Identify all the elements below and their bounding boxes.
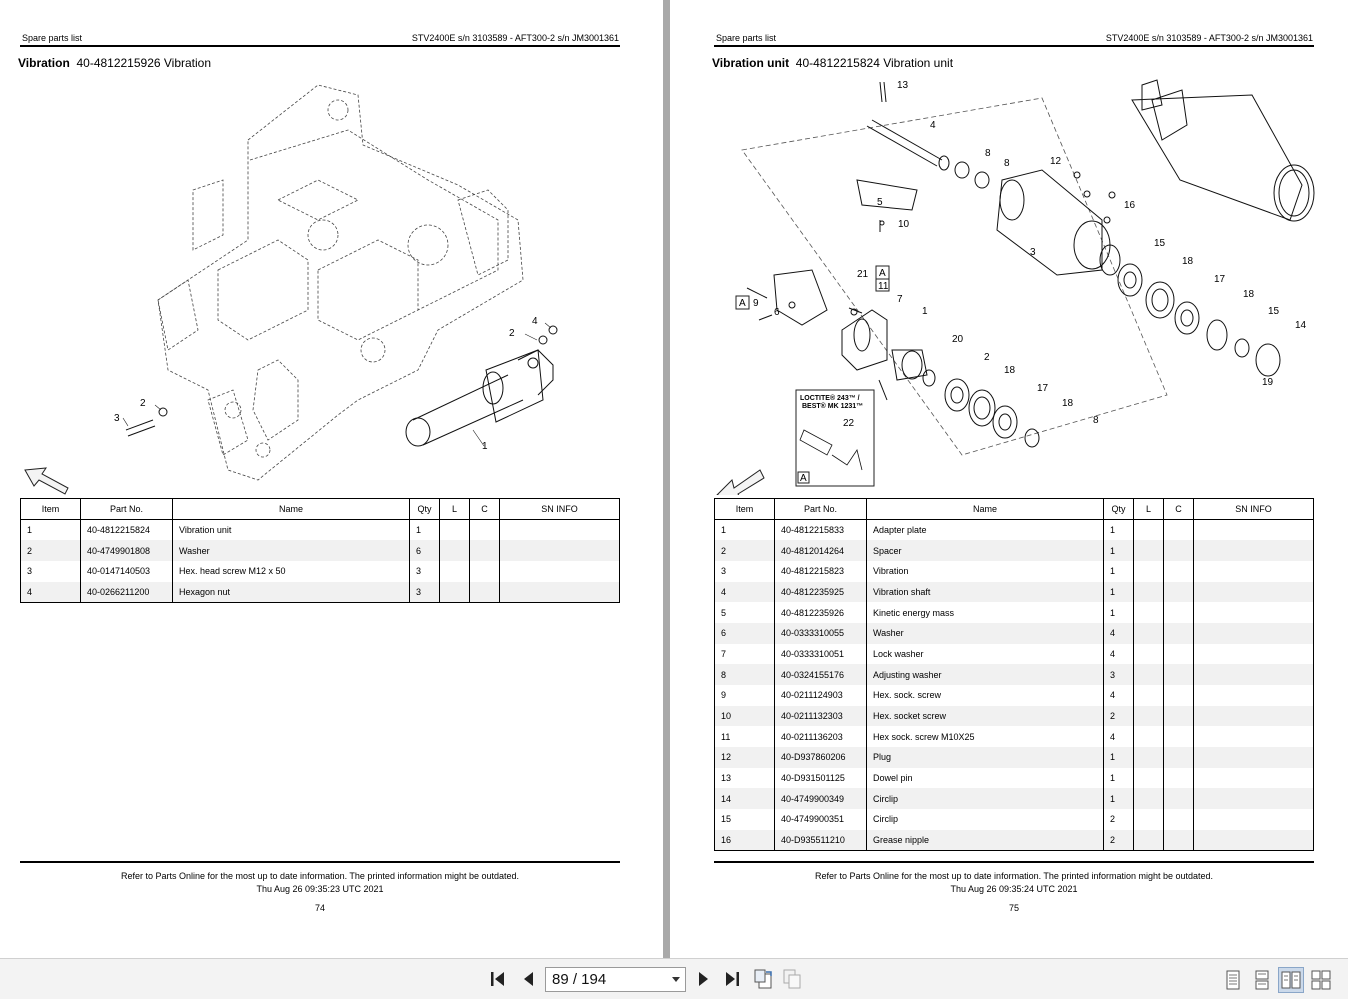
callout-14: 14 xyxy=(1295,320,1307,331)
cell-name: Lock washer xyxy=(867,644,1104,665)
callout-1: 1 xyxy=(922,306,928,317)
cell-c xyxy=(1164,788,1194,809)
column-header-item: Item xyxy=(21,499,81,520)
callout-10: 10 xyxy=(898,219,910,230)
table-row xyxy=(715,602,1314,623)
cell-qty: 6 xyxy=(410,540,440,561)
section-title xyxy=(18,56,211,70)
two-page-continuous-view-icon xyxy=(1311,970,1331,990)
cell-sn-info xyxy=(1194,582,1314,603)
cell-qty: 1 xyxy=(1104,561,1134,582)
cell-item: 11 xyxy=(715,726,775,747)
cell-l xyxy=(1134,582,1164,603)
cell-name: Adapter plate xyxy=(867,520,1104,541)
cell-c xyxy=(1164,582,1194,603)
cell-qty: 1 xyxy=(1104,602,1134,623)
cell-c xyxy=(1164,644,1194,665)
cell-item: 4 xyxy=(21,582,81,603)
cell-item: 7 xyxy=(715,644,775,665)
callout-4: 4 xyxy=(930,120,936,131)
cell-c xyxy=(470,540,500,561)
single-page-view-icon xyxy=(1224,970,1242,990)
header-model: STV2400E s/n 3103589 - AFT300-2 s/n JM3001361 xyxy=(1105,33,1313,43)
cell-name: Plug xyxy=(867,747,1104,768)
column-header-c: C xyxy=(470,499,500,520)
cell-qty: 3 xyxy=(410,582,440,603)
cell-sn-info xyxy=(500,520,620,541)
cell-c xyxy=(1164,747,1194,768)
header-rule xyxy=(714,45,1314,47)
cell-qty: 1 xyxy=(1104,747,1134,768)
cell-qty: 1 xyxy=(1104,520,1134,541)
cell-qty: 3 xyxy=(410,561,440,582)
cell-part-no: 40-0333310055 xyxy=(775,623,867,644)
page-number: 74 xyxy=(314,903,325,913)
cell-c xyxy=(1164,809,1194,830)
table-row xyxy=(715,809,1314,830)
callout-6: 6 xyxy=(774,307,780,318)
cell-qty: 1 xyxy=(410,520,440,541)
cell-name: Hex sock. screw M10X25 xyxy=(867,726,1104,747)
table-row xyxy=(715,726,1314,747)
callout-2-nut-side: 2 xyxy=(509,328,515,339)
cell-part-no: 40-0266211200 xyxy=(81,582,173,603)
cell-part-no: 40-D937860206 xyxy=(775,747,867,768)
cell-c xyxy=(1164,561,1194,582)
table-row xyxy=(21,561,620,582)
section-title-rest: 40-4812215926 Vibration xyxy=(76,56,212,70)
cell-l xyxy=(440,582,470,603)
page-75 xyxy=(670,0,1348,958)
cell-item: 8 xyxy=(715,664,775,685)
footer-date: Thu Aug 26 09:35:23 UTC 2021 xyxy=(256,884,384,894)
cell-l xyxy=(1134,726,1164,747)
rotate-button[interactable] xyxy=(752,968,774,990)
callout-12: 12 xyxy=(1050,156,1062,167)
table-row xyxy=(715,747,1314,768)
callout-17-top: 17 xyxy=(1214,274,1226,285)
column-header-qty: Qty xyxy=(410,499,440,520)
cell-item: 14 xyxy=(715,788,775,809)
cell-qty: 4 xyxy=(1104,685,1134,706)
column-header-l: L xyxy=(1134,499,1164,520)
cell-l xyxy=(1134,520,1164,541)
table-row xyxy=(715,664,1314,685)
column-header-qty: Qty xyxy=(1104,499,1134,520)
cell-name: Grease nipple xyxy=(867,830,1104,851)
callout-18-top: 18 xyxy=(1182,256,1194,267)
callout-2-screw-side: 2 xyxy=(140,398,146,409)
cell-l xyxy=(440,520,470,541)
continuous-view-button[interactable] xyxy=(1249,967,1275,993)
cell-c xyxy=(1164,706,1194,727)
callout-mark-a-loctite: A xyxy=(800,473,807,484)
two-page-continuous-view-button[interactable] xyxy=(1308,967,1334,993)
cell-item: 3 xyxy=(21,561,81,582)
cell-name: Kinetic energy mass xyxy=(867,602,1104,623)
cell-l xyxy=(1134,768,1164,789)
callout-18-bottom: 18 xyxy=(1062,398,1074,409)
cell-part-no: 40-0211132303 xyxy=(775,706,867,727)
cell-item: 1 xyxy=(715,520,775,541)
callout-mark-a-21: A xyxy=(879,268,886,279)
cell-c xyxy=(1164,623,1194,644)
column-header-name: Name xyxy=(173,499,410,520)
cell-name: Circlip xyxy=(867,788,1104,809)
last-page-icon xyxy=(721,970,741,988)
cell-sn-info xyxy=(1194,809,1314,830)
cell-c xyxy=(1164,726,1194,747)
callout-8-top-a: 8 xyxy=(985,148,991,159)
callout-20: 20 xyxy=(952,334,964,345)
section-title-rest: 40-4812215824 Vibration unit xyxy=(795,56,954,70)
cell-part-no: 40-4812235925 xyxy=(775,582,867,603)
table-row xyxy=(715,623,1314,644)
two-page-view-icon xyxy=(1281,970,1301,990)
cell-sn-info xyxy=(1194,830,1314,851)
loctite-label-line1: LOCTITE® 243™ / xyxy=(800,395,860,402)
parts-table xyxy=(714,498,1314,851)
cell-name: Hex. sock. screw xyxy=(867,685,1104,706)
footer-note: Refer to Parts Online for the most up to date information. The printed information might be outdated. xyxy=(120,871,520,881)
first-page-button[interactable] xyxy=(488,968,510,990)
rotate-icon xyxy=(752,968,774,990)
loctite-label-line2: BEST® MK 1231™ xyxy=(802,403,864,410)
table-row xyxy=(21,520,620,541)
chevron-down-icon xyxy=(672,977,680,982)
cell-c xyxy=(1164,602,1194,623)
callout-mark-a-9: A xyxy=(739,298,746,309)
cell-item: 1 xyxy=(21,520,81,541)
cell-name: Vibration unit xyxy=(173,520,410,541)
callout-7: 7 xyxy=(897,294,903,305)
cell-part-no: 40-0211136203 xyxy=(775,726,867,747)
callout-22: 22 xyxy=(843,418,855,429)
cell-part-no: 40-4812215824 xyxy=(81,520,173,541)
cell-sn-info xyxy=(1194,788,1314,809)
cell-l xyxy=(1134,747,1164,768)
cell-qty: 1 xyxy=(1104,540,1134,561)
viewer-toolbar xyxy=(0,958,1348,999)
section-title xyxy=(712,56,953,70)
page-indicator: 89 / 194 xyxy=(552,971,607,988)
table-row xyxy=(715,540,1314,561)
footer-note: Refer to Parts Online for the most up to date information. The printed information might be outdated. xyxy=(814,871,1214,881)
footer-rule xyxy=(20,861,620,863)
callout-18-low: 18 xyxy=(1004,365,1016,376)
copy-icon xyxy=(781,968,803,990)
cell-qty: 4 xyxy=(1104,644,1134,665)
cell-c xyxy=(470,561,500,582)
column-header-name: Name xyxy=(867,499,1104,520)
cell-sn-info xyxy=(1194,747,1314,768)
callout-3: 3 xyxy=(1030,247,1036,258)
cell-item: 16 xyxy=(715,830,775,851)
cell-qty: 2 xyxy=(1104,809,1134,830)
prev-page-button[interactable] xyxy=(518,968,540,990)
cell-item: 13 xyxy=(715,768,775,789)
table-row xyxy=(715,830,1314,851)
cell-part-no: 40-4812235926 xyxy=(775,602,867,623)
cell-sn-info xyxy=(1194,602,1314,623)
cell-part-no: 40-4812014264 xyxy=(775,540,867,561)
section-title-bold: Vibration unit xyxy=(712,56,790,70)
cell-c xyxy=(1164,768,1194,789)
callout-19: 19 xyxy=(1262,377,1274,388)
cell-name: Washer xyxy=(173,540,410,561)
parts-table xyxy=(20,498,620,603)
column-header-sn-info: SN INFO xyxy=(500,499,620,520)
copy-button[interactable] xyxy=(781,968,803,990)
callout-16: 16 xyxy=(1124,200,1136,211)
cell-qty: 1 xyxy=(1104,582,1134,603)
column-header-sn-info: SN INFO xyxy=(1194,499,1314,520)
table-row xyxy=(715,685,1314,706)
cell-sn-info xyxy=(1194,706,1314,727)
callout-13: 13 xyxy=(897,80,909,91)
table-row xyxy=(715,582,1314,603)
callout-4: 4 xyxy=(532,316,538,327)
cell-l xyxy=(1134,809,1164,830)
cell-part-no: 40-0211124903 xyxy=(775,685,867,706)
cell-part-no: 40-D935511210 xyxy=(775,830,867,851)
cell-name: Washer xyxy=(867,623,1104,644)
cell-part-no: 40-0147140503 xyxy=(81,561,173,582)
two-page-view-button[interactable] xyxy=(1278,967,1304,993)
column-header-item: Item xyxy=(715,499,775,520)
cell-sn-info xyxy=(1194,644,1314,665)
vibration-assembly-diagram xyxy=(18,70,618,495)
page-74 xyxy=(0,0,663,958)
first-page-icon xyxy=(489,970,509,988)
cell-part-no: 40-0324155176 xyxy=(775,664,867,685)
cell-sn-info xyxy=(1194,540,1314,561)
callout-3: 3 xyxy=(114,413,120,424)
cell-name: Hex. head screw M12 x 50 xyxy=(173,561,410,582)
cell-name: Hex. socket screw xyxy=(867,706,1104,727)
cell-name: Dowel pin xyxy=(867,768,1104,789)
cell-name: Adjusting washer xyxy=(867,664,1104,685)
page-number-select[interactable] xyxy=(545,967,686,992)
cell-c xyxy=(470,520,500,541)
cell-item: 15 xyxy=(715,809,775,830)
callout-17-low: 17 xyxy=(1037,383,1049,394)
cell-l xyxy=(1134,540,1164,561)
callout-15-bottom: 15 xyxy=(1268,306,1280,317)
cell-part-no: 40-4749900351 xyxy=(775,809,867,830)
cell-name: Vibration xyxy=(867,561,1104,582)
cell-c xyxy=(1164,520,1194,541)
table-row xyxy=(715,520,1314,541)
cell-l xyxy=(1134,623,1164,644)
single-page-view-button[interactable] xyxy=(1220,967,1246,993)
table-header-row xyxy=(715,499,1314,520)
cell-sn-info xyxy=(1194,623,1314,644)
cell-part-no: 40-4812215833 xyxy=(775,520,867,541)
callout-11: 11 xyxy=(878,281,889,292)
cell-name: Hexagon nut xyxy=(173,582,410,603)
header-rule xyxy=(20,45,620,47)
table-row xyxy=(715,768,1314,789)
cell-sn-info xyxy=(1194,685,1314,706)
cell-l xyxy=(1134,685,1164,706)
callout-5: 5 xyxy=(877,197,883,208)
callout-8-bottom: 8 xyxy=(1093,415,1099,426)
cell-sn-info xyxy=(500,582,620,603)
callout-15-top: 15 xyxy=(1154,238,1166,249)
callout-21: 21 xyxy=(857,269,869,280)
cell-sn-info xyxy=(500,540,620,561)
cell-part-no: 40-0333310051 xyxy=(775,644,867,665)
cell-item: 5 xyxy=(715,602,775,623)
table-row xyxy=(21,540,620,561)
column-header-c: C xyxy=(1164,499,1194,520)
cell-part-no: 40-4749901808 xyxy=(81,540,173,561)
cell-item: 9 xyxy=(715,685,775,706)
cell-sn-info xyxy=(1194,664,1314,685)
callout-9: 9 xyxy=(753,298,759,309)
cell-l xyxy=(1134,602,1164,623)
table-header-row xyxy=(21,499,620,520)
cell-name: Spacer xyxy=(867,540,1104,561)
cell-qty: 4 xyxy=(1104,726,1134,747)
callout-8-top-b: 8 xyxy=(1004,158,1010,169)
cell-sn-info xyxy=(1194,768,1314,789)
cell-qty: 2 xyxy=(1104,706,1134,727)
cell-part-no: 40-4812215823 xyxy=(775,561,867,582)
cell-part-no: 40-4749900349 xyxy=(775,788,867,809)
cell-l xyxy=(1134,664,1164,685)
cell-sn-info xyxy=(500,561,620,582)
prev-page-icon xyxy=(521,970,537,988)
cell-item: 12 xyxy=(715,747,775,768)
cell-l xyxy=(440,561,470,582)
vibration-unit-exploded-diagram xyxy=(712,70,1316,495)
table-row xyxy=(715,644,1314,665)
cell-item: 6 xyxy=(715,623,775,644)
table-row xyxy=(715,706,1314,727)
cell-qty: 4 xyxy=(1104,623,1134,644)
cell-item: 3 xyxy=(715,561,775,582)
cell-l xyxy=(1134,561,1164,582)
cell-c xyxy=(1164,664,1194,685)
next-page-icon xyxy=(695,970,711,988)
callout-1: 1 xyxy=(482,441,488,452)
cell-item: 2 xyxy=(715,540,775,561)
column-header-part-no: Part No. xyxy=(81,499,173,520)
cell-c xyxy=(1164,540,1194,561)
column-header-part-no: Part No. xyxy=(775,499,867,520)
cell-name: Vibration shaft xyxy=(867,582,1104,603)
cell-c xyxy=(1164,830,1194,851)
callout-18-mid: 18 xyxy=(1243,289,1255,300)
table-row xyxy=(715,788,1314,809)
next-page-button[interactable] xyxy=(692,968,714,990)
cell-l xyxy=(1134,830,1164,851)
cell-c xyxy=(1164,685,1194,706)
cell-l xyxy=(1134,788,1164,809)
continuous-view-icon xyxy=(1253,970,1271,990)
column-header-l: L xyxy=(440,499,470,520)
cell-l xyxy=(1134,706,1164,727)
section-title-bold: Vibration xyxy=(18,56,70,70)
cell-l xyxy=(1134,644,1164,665)
footer-date: Thu Aug 26 09:35:24 UTC 2021 xyxy=(950,884,1078,894)
cell-item: 10 xyxy=(715,706,775,727)
cell-qty: 2 xyxy=(1104,830,1134,851)
callout-2: 2 xyxy=(984,352,990,363)
header-title: Spare parts list xyxy=(716,33,777,43)
cell-sn-info xyxy=(1194,726,1314,747)
cell-qty: 1 xyxy=(1104,768,1134,789)
cell-item: 4 xyxy=(715,582,775,603)
last-page-button[interactable] xyxy=(720,968,742,990)
header-title: Spare parts list xyxy=(22,33,83,43)
page-number: 75 xyxy=(1008,903,1019,913)
cell-qty: 1 xyxy=(1104,788,1134,809)
cell-sn-info xyxy=(1194,561,1314,582)
cell-c xyxy=(470,582,500,603)
header-model: STV2400E s/n 3103589 - AFT300-2 s/n JM3001361 xyxy=(411,33,619,43)
cell-sn-info xyxy=(1194,520,1314,541)
table-row xyxy=(21,582,620,603)
footer-rule xyxy=(714,861,1314,863)
cell-part-no: 40-D931501125 xyxy=(775,768,867,789)
cell-name: Circlip xyxy=(867,809,1104,830)
cell-qty: 3 xyxy=(1104,664,1134,685)
cell-item: 2 xyxy=(21,540,81,561)
table-row xyxy=(715,561,1314,582)
cell-l xyxy=(440,540,470,561)
